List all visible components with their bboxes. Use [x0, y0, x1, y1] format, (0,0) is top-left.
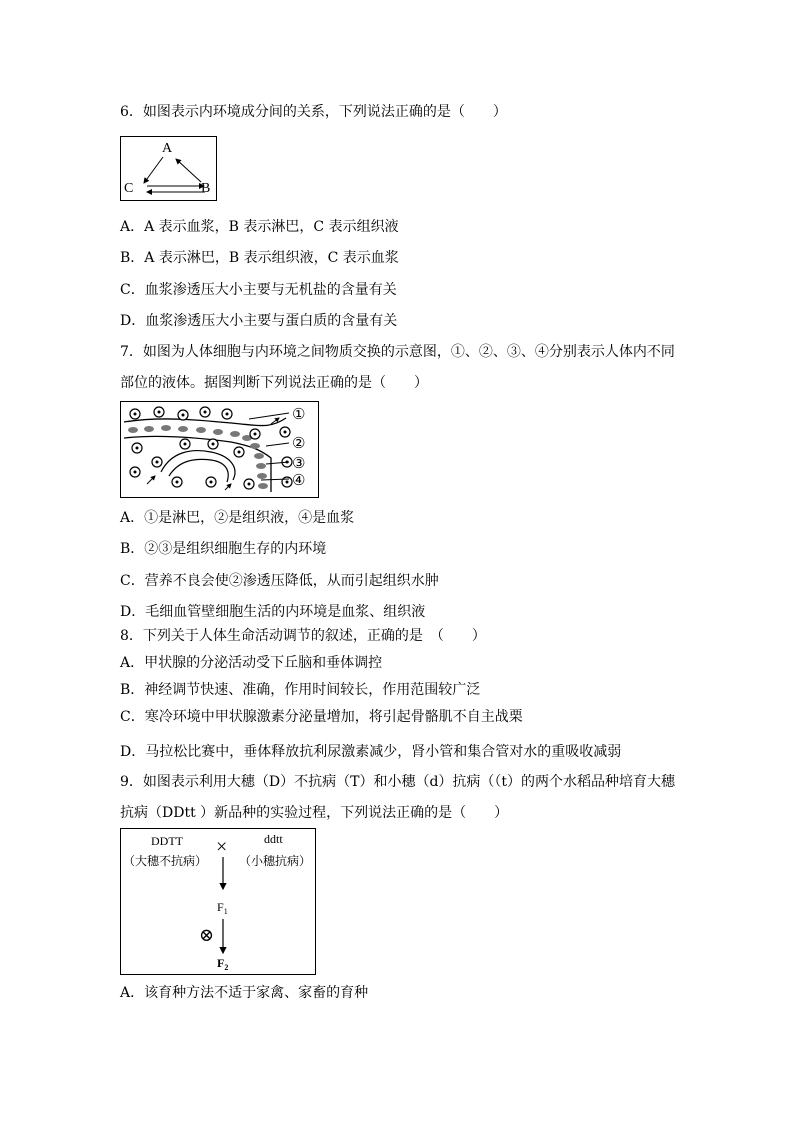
p1-phenotype: （大穗不抗病）: [123, 854, 208, 868]
q6-option-b: B．A 表示淋巴，B 表示组织液，C 表示血浆: [120, 250, 399, 266]
arrow-a-to-c: [144, 157, 163, 183]
cross-symbol: ×: [216, 836, 228, 858]
q7-option-a: A．①是淋巴，②是组织液，④是血浆: [120, 510, 355, 526]
label-1: ①: [292, 407, 306, 423]
q6-option-c: C．血浆渗透压大小主要与无机盐的含量有关: [120, 282, 397, 298]
q6-option-d: D．血浆渗透压大小主要与蛋白质的含量有关: [120, 313, 398, 329]
q7-tissue-exchange-diagram: [120, 401, 319, 498]
f2-subscript: 2: [224, 963, 229, 972]
q8-option-c: C．寒冷环境中甲状腺激素分泌量增加，将引起骨骼肌不自主战栗: [120, 709, 523, 725]
label-3: ③: [292, 456, 306, 472]
q8-option-b: B．神经调节快速、准确，作用时间较长，作用范围较广泛: [120, 682, 481, 698]
question-7-stem-line2: 部位的液体。据图判断下列说法正确的是（ ）: [120, 375, 428, 391]
q7-option-b: B．②③是组织细胞生存的内环境: [120, 541, 327, 557]
q6-relationship-diagram: [120, 136, 217, 201]
question-9-stem-line1: 9．如图表示利用大穗（D）不抗病（T）和小穗（d）抗病（（t）的两个水稻品种培育大穗: [120, 774, 676, 790]
svg-text:F1: [217, 900, 228, 916]
q8-option-a: A．甲状腺的分泌活动受下丘脑和垂体调控: [120, 655, 383, 671]
svg-text:F2: [217, 956, 228, 972]
label-b: B: [201, 181, 211, 196]
q8-option-d: D．马拉松比赛中，垂体释放抗利尿激素减少，肾小管和集合管对水的重吸收减弱: [120, 744, 622, 760]
p2-phenotype: （小穗抗病）: [239, 854, 312, 868]
q9-option-a: A．该育种方法不适于家禽、家畜的育种: [120, 985, 369, 1001]
question-8-stem: 8．下列关于人体生命活动调节的叙述，正确的是 （ ）: [120, 628, 486, 644]
q9-breeding-diagram: [120, 828, 316, 975]
label-a: A: [162, 141, 173, 156]
p1-genotype: DDTT: [151, 834, 183, 848]
f1-label: F: [217, 900, 224, 914]
selfing-symbol: ⊗: [199, 925, 215, 945]
question-9-stem-line2: 抗病（DDtt ）新品种的实验过程，下列说法正确的是（ ）: [120, 805, 509, 821]
question-7-stem-line1: 7．如图为人体细胞与内环境之间物质交换的示意图，①、②、③、④分别表示人体内不同: [120, 344, 675, 360]
f1-subscript: 1: [223, 907, 228, 916]
q7-option-c: C．营养不良会使②渗透压降低，从而引起组织水肿: [120, 573, 439, 589]
f2-label: F: [217, 956, 225, 970]
label-2: ②: [292, 436, 306, 452]
label-c: C: [124, 181, 134, 196]
q7-option-d: D．毛细血管壁细胞生活的内环境是血浆、组织液: [120, 604, 426, 620]
capillary-wall-top: [124, 418, 286, 426]
label-4: ④: [292, 473, 306, 489]
p2-genotype: ddtt: [264, 832, 283, 846]
arrow-b-to-a: [176, 159, 201, 182]
question-6-stem: 6．如图表示内环境成分间的关系，下列说法正确的是（ ）: [120, 104, 507, 120]
q6-option-a: A．A 表示血浆，B 表示淋巴，C 表示组织液: [120, 219, 399, 235]
